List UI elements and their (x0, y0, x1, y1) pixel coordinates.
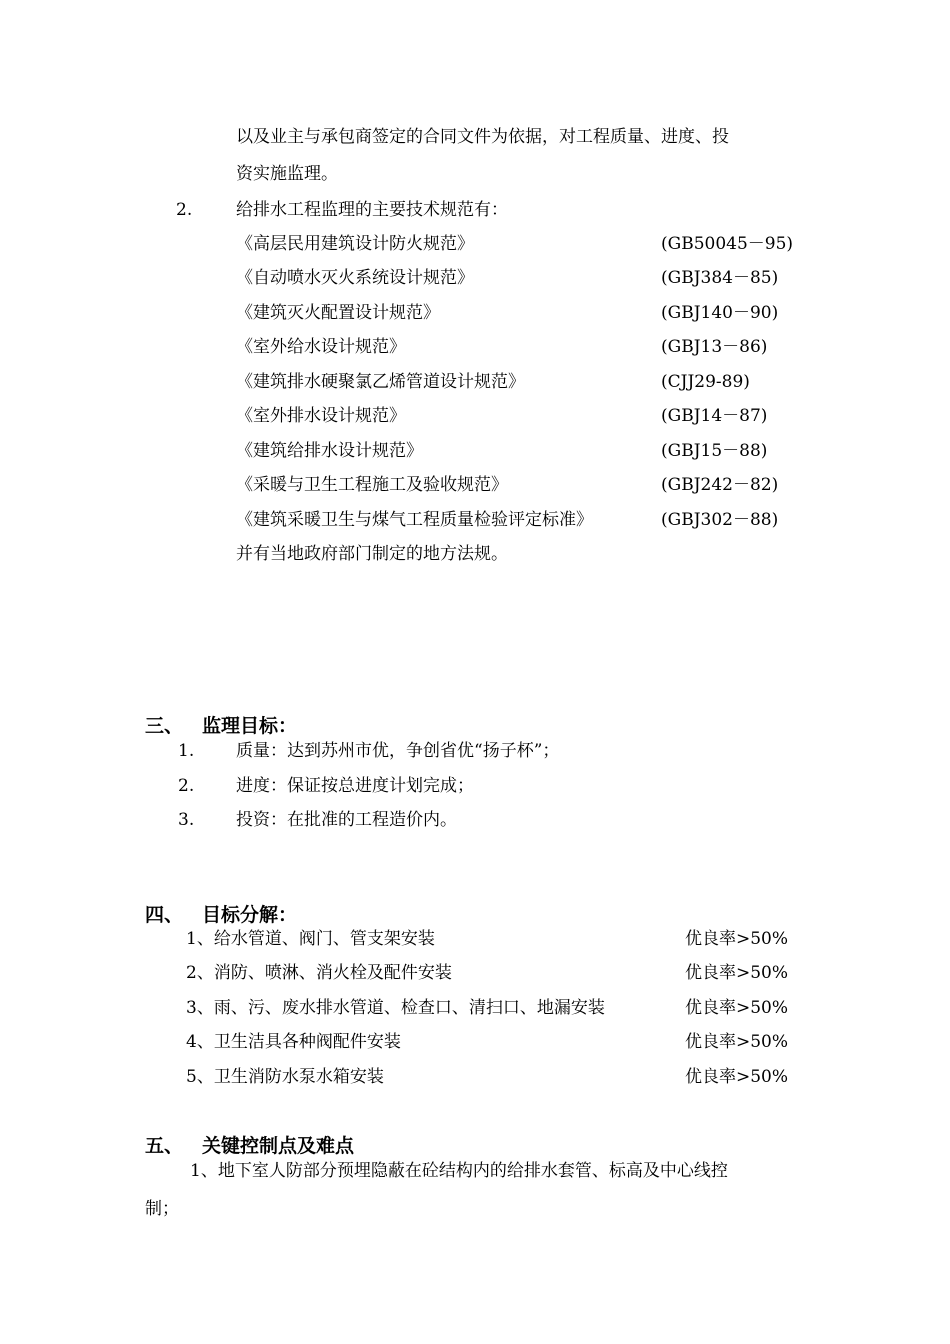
standards-number: 2. (176, 200, 193, 220)
section5-para-line-1: 1、地下室人防部分预埋隐蔽在砼结构内的给排水套管、标高及中心线控 (190, 1161, 728, 1181)
standard-code: (GBJ140－90) (661, 303, 779, 323)
standard-code: (CJJ29-89) (661, 372, 750, 392)
standard-code: (GBJ15－88) (661, 441, 768, 461)
breakdown-item: 5、卫生消防水泵水箱安装 (186, 1067, 384, 1087)
goal-text: 进度：保证按总进度计划完成； (236, 776, 474, 796)
goal-number: 3. (178, 810, 195, 830)
breakdown-rate: 优良率>50% (685, 998, 789, 1018)
section3-number: 三、 (145, 715, 184, 737)
standard-code: (GBJ242－82) (661, 475, 779, 495)
breakdown-item: 1、给水管道、阀门、管支架安装 (186, 929, 435, 949)
breakdown-rate: 优良率>50% (685, 963, 789, 983)
standard-code: (GBJ302－88) (661, 510, 779, 530)
standard-name: 《采暖与卫生工程施工及验收规范》 (236, 475, 508, 495)
standard-name: 《建筑采暖卫生与煤气工程质量检验评定标准》 (236, 510, 593, 530)
breakdown-item: 4、卫生洁具各种阀配件安装 (186, 1032, 401, 1052)
standard-name: 《自动喷水灭火系统设计规范》 (236, 268, 474, 288)
standard-name: 《高层民用建筑设计防火规范》 (236, 234, 474, 254)
breakdown-item: 2、消防、喷淋、消火栓及配件安装 (186, 963, 452, 983)
section5-para-line-2: 制； (145, 1199, 179, 1219)
standards-heading: 给排水工程监理的主要技术规范有： (236, 200, 508, 220)
standard-name: 《室外排水设计规范》 (236, 406, 406, 426)
standard-name: 《建筑灭火配置设计规范》 (236, 303, 440, 323)
breakdown-rate: 优良率>50% (685, 1067, 789, 1087)
section5-number: 五、 (145, 1135, 184, 1157)
breakdown-rate: 优良率>50% (685, 1032, 789, 1052)
intro-line-1: 以及业主与承包商签定的合同文件为依据，对工程质量、进度、投 (236, 127, 729, 147)
goal-text: 投资：在批准的工程造价内。 (236, 810, 457, 830)
standard-name: 《建筑给排水设计规范》 (236, 441, 423, 461)
section4-number: 四、 (145, 904, 184, 926)
standard-code: (GBJ384－85) (661, 268, 779, 288)
goal-number: 2. (178, 776, 195, 796)
goal-number: 1. (178, 741, 195, 761)
breakdown-item: 3、雨、污、废水排水管道、检查口、清扫口、地漏安装 (186, 998, 605, 1018)
section4-title: 目标分解： (202, 904, 298, 926)
section5-title: 关键控制点及难点 (202, 1135, 355, 1157)
goal-text: 质量：达到苏州市优，争创省优“扬子杯”； (236, 741, 560, 761)
section3-title: 监理目标： (202, 715, 298, 737)
standard-code: (GBJ13－86) (661, 337, 768, 357)
standards-closing: 并有当地政府部门制定的地方法规。 (236, 544, 508, 564)
intro-line-2: 资实施监理。 (236, 164, 338, 184)
standard-code: (GBJ14－87) (661, 406, 768, 426)
standard-code: (GB50045－95) (661, 234, 794, 254)
breakdown-rate: 优良率>50% (685, 929, 789, 949)
standard-name: 《室外给水设计规范》 (236, 337, 406, 357)
standard-name: 《建筑排水硬聚氯乙烯管道设计规范》 (236, 372, 525, 392)
